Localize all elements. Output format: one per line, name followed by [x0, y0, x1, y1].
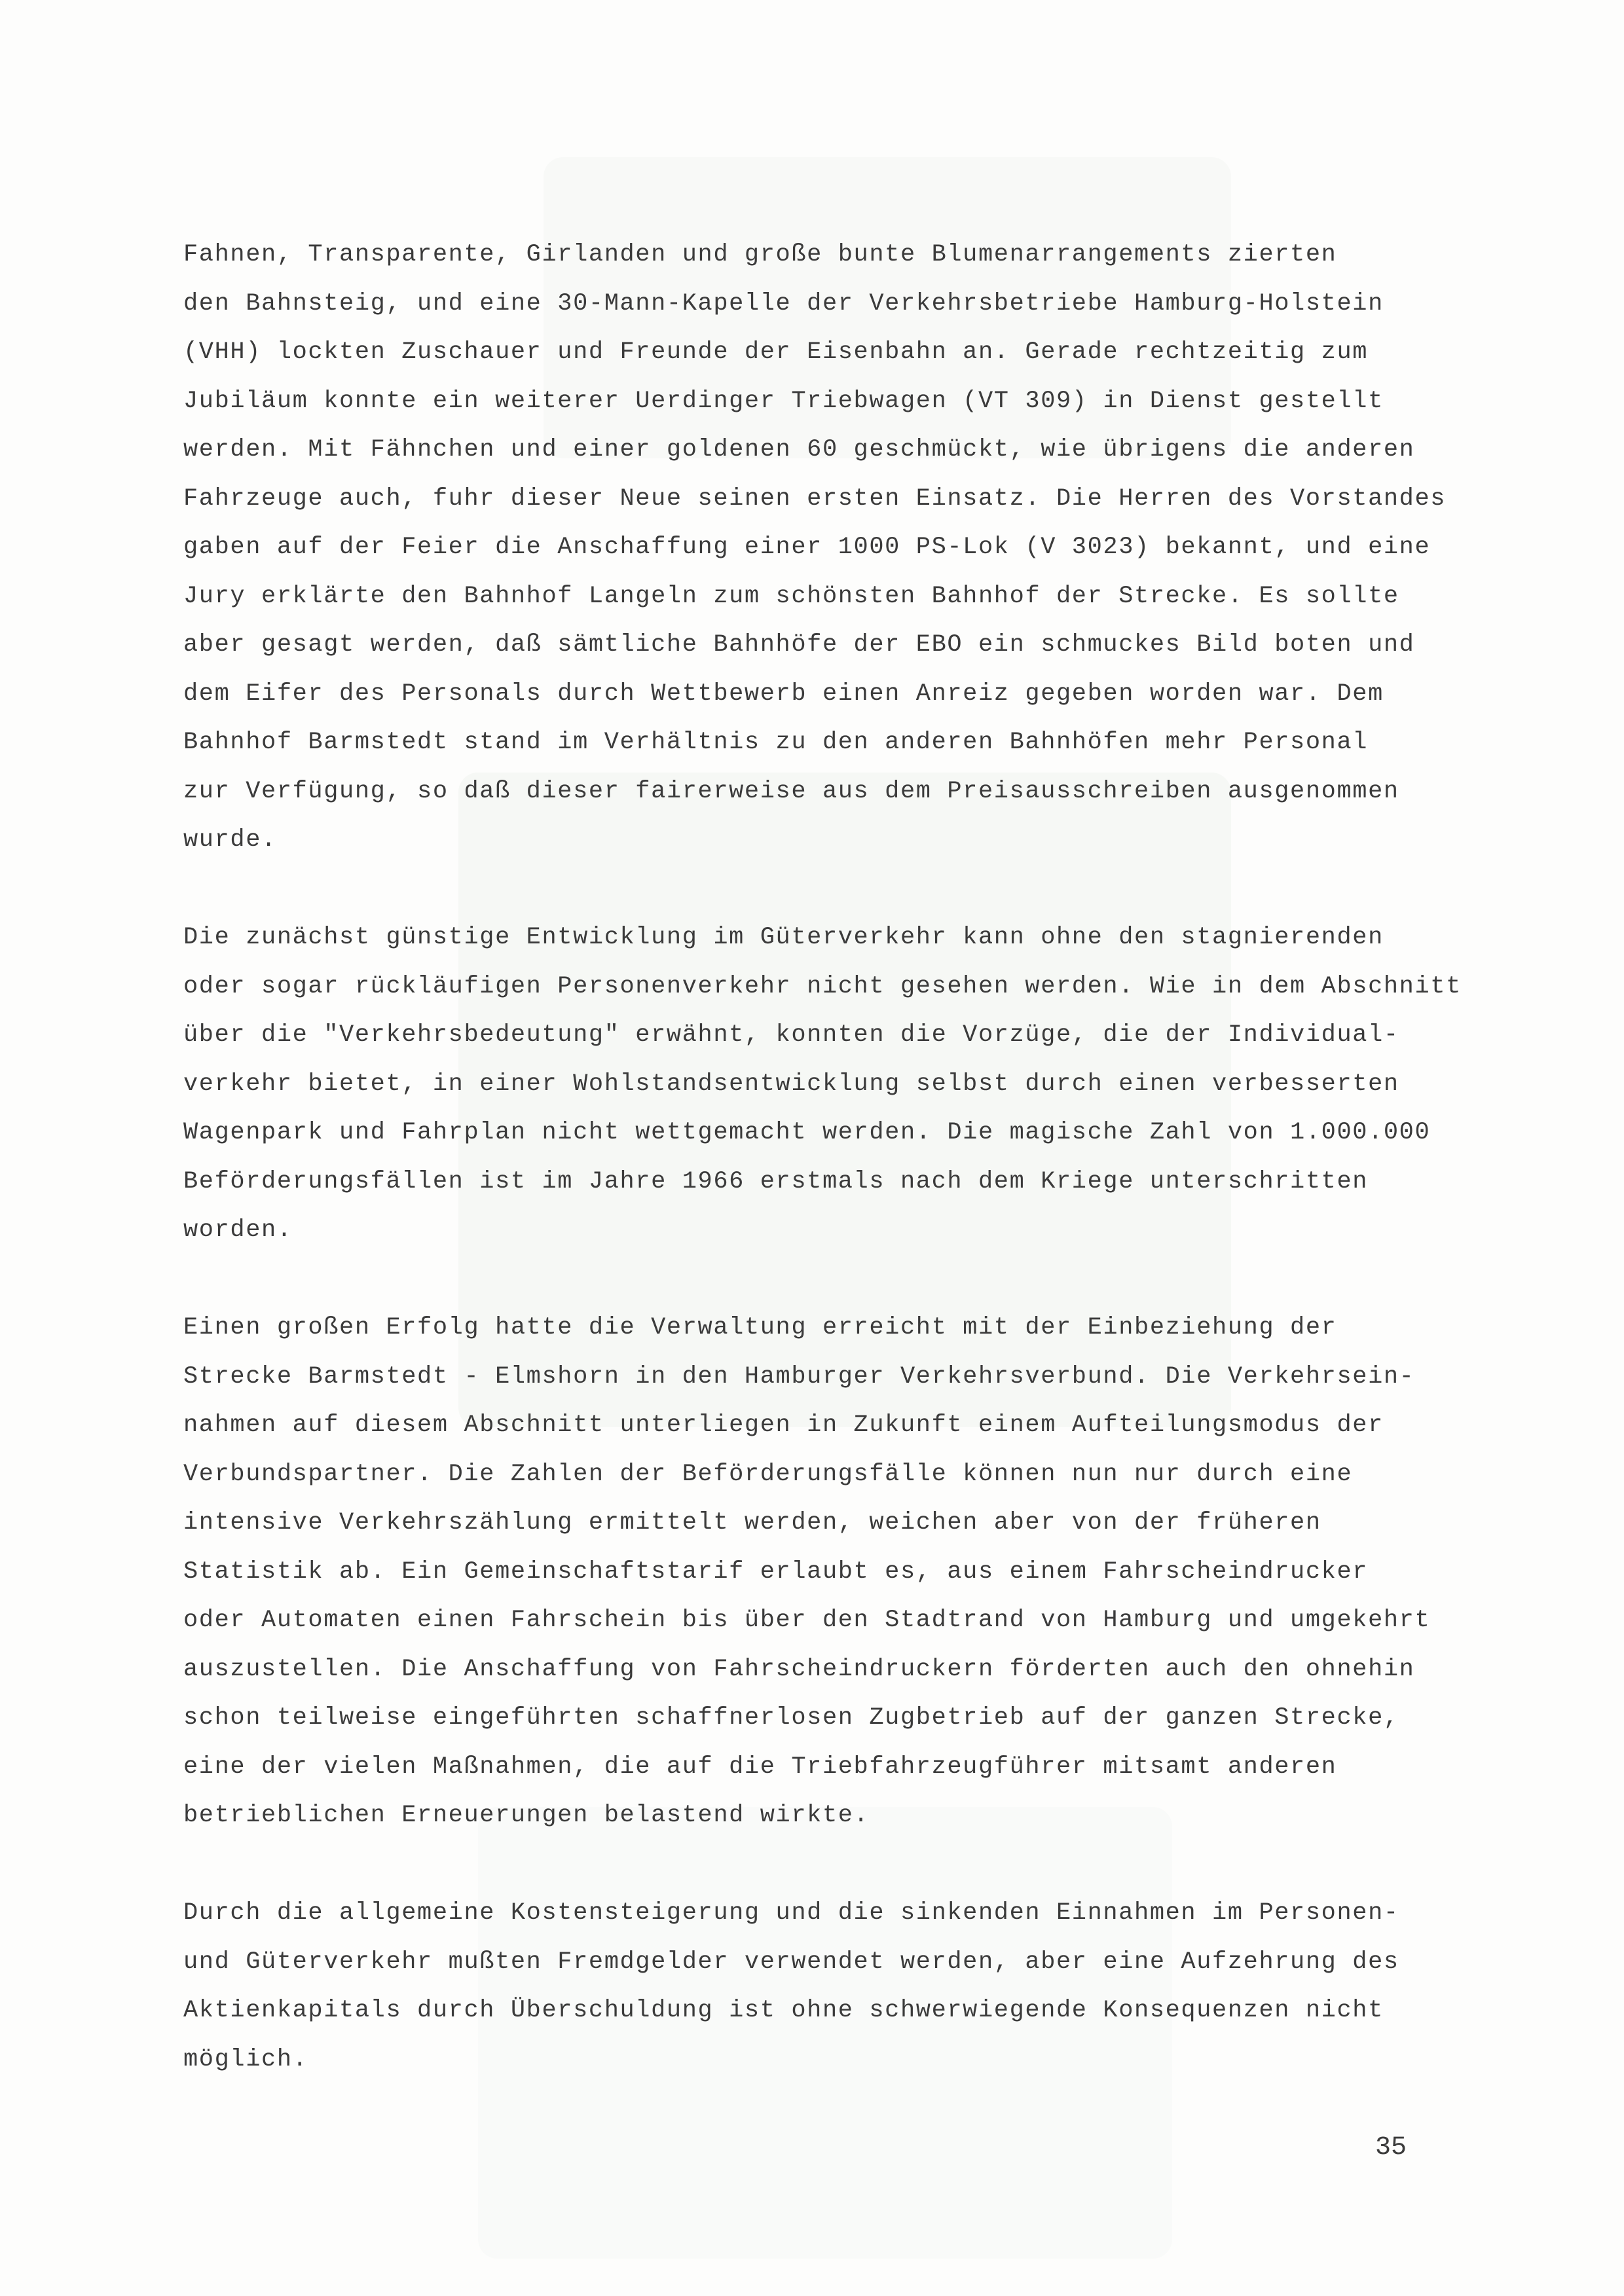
text-line: Strecke Barmstedt - Elmshorn in den Hamburger Verkehrsverbund. Die Verkehrsein-: [183, 1362, 1415, 1391]
text-line: schon teilweise eingeführten schaffnerlosen Zugbetrieb auf der ganzen Strecke,: [183, 1704, 1399, 1732]
text-line: werden. Mit Fähnchen und einer goldenen 60 geschmückt, wie übrigens die anderen: [183, 436, 1415, 464]
text-line: oder Automaten einen Fahrschein bis über den Stadtrand von Hamburg und umgekehrt: [183, 1607, 1431, 1634]
paragraph: [183, 230, 1532, 865]
text-line: Einen großen Erfolg hatte die Verwaltung erreicht mit der Einbeziehung der: [183, 1314, 1337, 1341]
text-line: Fahrzeuge auch, fuhr dieser Neue seinen ersten Einsatz. Die Herren des Vorstandes: [183, 484, 1447, 513]
text-line: Beförderungsfällen ist im Jahre 1966 erstmals nach dem Kriege unterschritten: [183, 1167, 1369, 1195]
text-line: auszustellen. Die Anschaffung von Fahrscheindruckern förderten auch den ohnehin: [183, 1655, 1415, 1683]
text-line: worden.: [183, 1216, 293, 1244]
text-line: Die zunächst günstige Entwicklung im Güterverkehr kann ohne den stagnierenden: [183, 924, 1384, 951]
text-line: oder sogar rückläufigen Personenverkehr nicht gesehen werden. Wie in dem Abschnitt: [183, 972, 1462, 1000]
text-line: intensive Verkehrszählung ermittelt werden, weichen aber von der früheren: [183, 1509, 1321, 1537]
text-line: Jury erklärte den Bahnhof Langeln zum schönsten Bahnhof der Strecke. Es sollte: [183, 582, 1399, 610]
text-line: möglich.: [183, 2045, 308, 2073]
text-line: Verbundspartner. Die Zahlen der Beförderungsfälle können nun nur durch eine: [183, 1460, 1353, 1488]
text-line: Jubiläum konnte ein weiterer Uerdinger Triebwagen (VT 309) in Dienst gestellt: [183, 387, 1384, 415]
text-line: den Bahnsteig, und eine 30-Mann-Kapelle der Verkehrsbetriebe Hamburg-Holstein: [183, 289, 1384, 318]
text-line: nahmen auf diesem Abschnitt unterliegen in Zukunft einem Aufteilungsmodus der: [183, 1412, 1384, 1439]
text-line: Durch die allgemeine Kostensteigerung und die sinkenden Einnahmen im Personen-: [183, 1899, 1399, 1927]
body-text: [183, 230, 1532, 2133]
text-line: verkehr bietet, in einer Wohlstandsentwicklung selbst durch einen verbesserten: [183, 1070, 1399, 1098]
text-line: eine der vielen Maßnahmen, die auf die Triebfahrzeugführer mitsamt anderen: [183, 1753, 1337, 1781]
page-number: 35: [1375, 2133, 1407, 2162]
text-line: Aktienkapitals durch Überschuldung ist ohne schwerwiegende Konsequenzen nicht: [183, 1997, 1384, 2024]
text-line: Fahnen, Transparente, Girlanden und große bunte Blumenarrangements zierten: [183, 241, 1337, 268]
text-line: betrieblichen Erneuerungen belastend wirkte.: [183, 1802, 870, 1829]
text-line: zur Verfügung, so daß dieser fairerweise aus dem Preisausschreiben ausgenommen: [183, 777, 1399, 805]
paragraph: [183, 913, 1532, 1255]
text-line: Statistik ab. Ein Gemeinschaftstarif erlaubt es, aus einem Fahrscheindrucker: [183, 1558, 1369, 1586]
text-line: gaben auf der Feier die Anschaffung einer 1000 PS-Lok (V 3023) bekannt, und eine: [183, 534, 1431, 561]
text-line: und Güterverkehr mußten Fremdgelder verwendet werden, aber eine Aufzehrung des: [183, 1948, 1399, 1976]
text-line: über die "Verkehrsbedeutung" erwähnt, konnten die Vorzüge, die der Individual-: [183, 1021, 1399, 1049]
text-line: dem Eifer des Personals durch Wettbewerb einen Anreiz gegeben worden war. Dem: [183, 680, 1384, 708]
paragraph: [183, 1889, 1532, 2084]
text-line: wurde.: [183, 826, 277, 854]
text-line: (VHH) lockten Zuschauer und Freunde der Eisenbahn an. Gerade rechtzeitig zum: [183, 338, 1369, 366]
text-line: Bahnhof Barmstedt stand im Verhältnis zu den anderen Bahnhöfen mehr Personal: [183, 729, 1369, 756]
paragraph: [183, 1303, 1532, 1840]
text-line: Wagenpark und Fahrplan nicht wettgemacht werden. Die magische Zahl von 1.000.000: [183, 1119, 1431, 1146]
text-line: aber gesagt werden, daß sämtliche Bahnhöfe der EBO ein schmuckes Bild boten und: [183, 631, 1415, 659]
